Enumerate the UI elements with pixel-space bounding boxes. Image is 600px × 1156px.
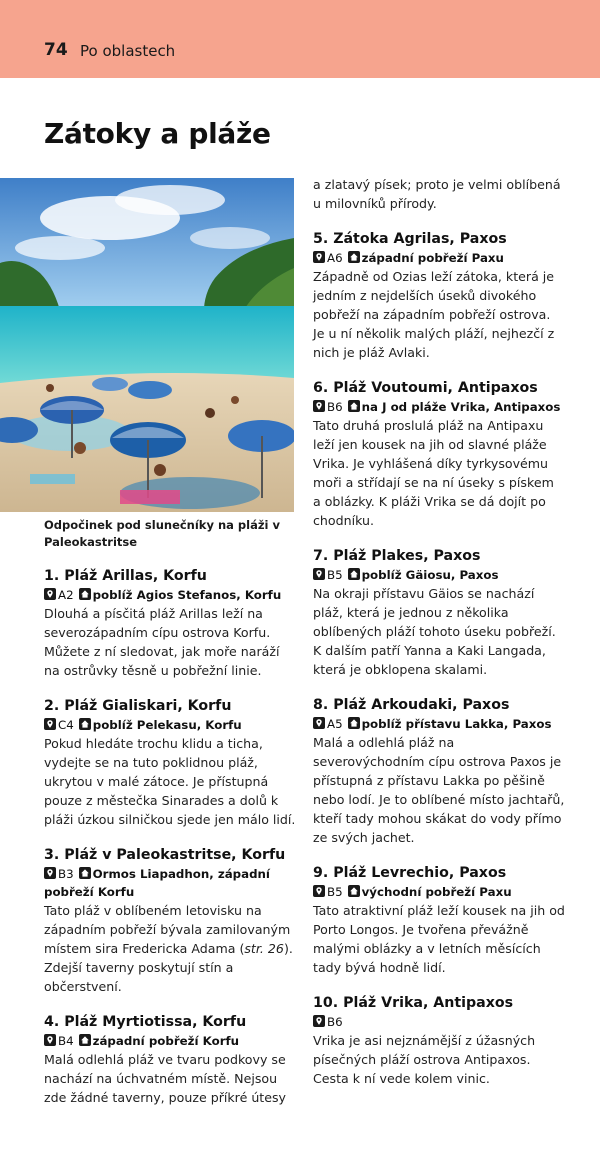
location-text: poblíž přístavu Lakka, Paxos [361, 717, 552, 731]
entry-description [44, 901, 296, 996]
house-icon [348, 251, 360, 263]
grid-reference: C4 [58, 718, 74, 732]
entry-description: Tato atraktivní pláž leží kousek na jih od Porto Longos. Je tvořena převážně malými oblázky a v letních měsících tady bývá hodně lidí. [313, 903, 565, 975]
house-icon [348, 717, 360, 729]
entry-title: 2. Pláž Gialiskari, Korfu [44, 698, 232, 714]
entry-title: 8. Pláž Arkoudaki, Paxos [313, 697, 510, 713]
entry-description: Pokud hledáte trochu klidu a ticha, vydejte se na tuto poklidnou pláž, ukrytou v malé zátoce. Je přístupná pouze z městečka Sinarades a dolů k pláži úzkou silničkou sjede jen málo lidí. [44, 736, 296, 827]
map-pin-icon [313, 885, 325, 897]
right-column [313, 175, 565, 1104]
location-text: poblíž Agios Stefanos, Korfu [92, 588, 282, 602]
entry-meta [313, 1013, 565, 1031]
entry-description: Malá a odlehlá pláž na severovýchodním cípu ostrova Paxos je přístupná z přístavu Lakka po pěšině nebo lodí. Je to oblíbené místo jachtařů, kteří tady mohou skákat do vody přímo ze svých jachet. [313, 735, 565, 845]
entry-title: 7. Pláž Plakes, Paxos [313, 548, 481, 564]
beach-entry [44, 845, 296, 996]
left-column [44, 566, 296, 1123]
location-text: západní pobřeží Korfu [92, 1034, 240, 1048]
entry-meta [313, 715, 565, 733]
beach-entry [44, 696, 296, 829]
entry-title: 6. Pláž Voutoumi, Antipaxos [313, 380, 538, 396]
map-pin-icon [44, 718, 56, 730]
beach-entry [313, 695, 565, 847]
entry-title: 1. Pláž Arillas, Korfu [44, 568, 207, 584]
map-pin-icon [313, 717, 325, 729]
page-number: 74 [44, 40, 68, 60]
entry-meta [313, 883, 565, 901]
beach-entry [313, 229, 565, 362]
entry-description: Malá odlehlá pláž ve tvaru podkovy se nachází na úchvatném místě. Nejsou zde žádné taverny, pouze příkré útesy [44, 1052, 287, 1105]
house-icon [79, 718, 91, 730]
entry-description: Vrika je asi nejznámější z úžasných písečných pláží ostrova Antipaxos. Cesta k ní vede kolem vinic. [313, 1033, 536, 1086]
entry-description: Na okraji přístavu Gäios se nachází pláž, která je jednou z několika oblíbených pláží tohoto úseku pobřeží. K dalším patří Yanna a Kaki Langada, která je obklopena skalami. [313, 586, 556, 677]
entry-title: 3. Pláž v Paleokastritse, Korfu [44, 847, 286, 863]
grid-reference: B5 [327, 568, 343, 582]
house-icon [348, 400, 360, 412]
location-text: Ormos Liapadhon, západní pobřeží Korfu [44, 867, 270, 899]
entry-title: 5. Zátoka Agrilas, Paxos [313, 231, 507, 247]
map-pin-icon [313, 251, 325, 263]
header-bar [0, 0, 600, 78]
grid-reference: B4 [58, 1034, 74, 1048]
location-text: poblíž Gäiosu, Paxos [361, 568, 499, 582]
location-text: západní pobřeží Paxu [361, 251, 504, 265]
house-icon [79, 1034, 91, 1046]
house-icon [79, 588, 91, 600]
map-pin-icon [44, 1034, 56, 1046]
grid-reference: B6 [327, 1015, 343, 1029]
beach-entry [313, 546, 565, 679]
entry-title: 9. Pláž Levrechio, Paxos [313, 865, 507, 881]
grid-reference: B6 [327, 400, 343, 414]
page-title: Zátoky a pláže [44, 117, 271, 150]
entry-title: 10. Pláž Vrika, Antipaxos [313, 995, 514, 1011]
entry-meta [44, 865, 296, 901]
location-text: poblíž Pelekasu, Korfu [92, 718, 242, 732]
house-icon [348, 885, 360, 897]
beach-entry [313, 378, 565, 530]
entry-description: Západně od Ozias leží zátoka, která je jedním z nejdelších úseků divokého pobřeží na západním pobřeží ostrova. Je u ní několik malých pláží, nejhezčí z nich je pláž Avlaki. [313, 269, 555, 360]
entry-title: 4. Pláž Myrtiotissa, Korfu [44, 1014, 247, 1030]
map-pin-icon [44, 588, 56, 600]
entry-meta [313, 398, 565, 416]
map-pin-icon [313, 568, 325, 580]
map-pin-icon [44, 867, 56, 879]
page-reference: str. 26 [244, 941, 284, 956]
description-text: ). Zdejší taverny poskytují stín a občerstvení. [44, 941, 293, 994]
photo-caption: Odpočinek pod slunečníky na pláži v Paleokastritse [44, 518, 280, 549]
entry-meta [313, 566, 565, 584]
location-text: na J od pláže Vrika, Antipaxos [361, 400, 561, 414]
entry-meta [44, 716, 296, 734]
beach-entry [313, 863, 565, 977]
beach-entry [44, 566, 296, 680]
grid-reference: A5 [327, 717, 343, 731]
entry-meta [44, 586, 296, 604]
beach-umbrellas-photo [0, 178, 294, 512]
description-text: Tato pláž v oblíbeném letovisku na západním pobřeží bývala zamilovaným místem sira Fredericka Adama ( [44, 903, 291, 956]
beach-entry [313, 993, 565, 1088]
entry-meta [44, 1032, 296, 1050]
beach-entry [44, 1012, 296, 1107]
entry-description: Tato druhá proslulá pláž na Antipaxu leží jen kousek na jih od slavné pláže Vrika. Je vyhlášená díky tyrkysovému moři a střídají se na ní úseky s pískem a oblázky. K pláži Vrika se dá dojít po chodníku. [313, 418, 554, 528]
grid-reference: A2 [58, 588, 74, 602]
section-name: Po oblastech [80, 42, 176, 60]
grid-reference: B5 [327, 885, 343, 899]
grid-reference: A6 [327, 251, 343, 265]
house-icon [348, 568, 360, 580]
location-text: východní pobřeží Paxu [361, 885, 512, 899]
continued-text: a zlatavý písek; proto je velmi oblíbená u milovníků přírody. [313, 177, 561, 211]
map-pin-icon [313, 400, 325, 412]
entry-description: Dlouhá a písčitá pláž Arillas leží na severozápadním cípu ostrova Korfu. Můžete z ní sledovat, jak moře naráží na ostrůvky těsně u pobřežní linie. [44, 606, 280, 678]
house-icon [79, 867, 91, 879]
map-pin-icon [313, 1015, 325, 1027]
entry-meta [313, 249, 565, 267]
grid-reference: B3 [58, 867, 74, 881]
